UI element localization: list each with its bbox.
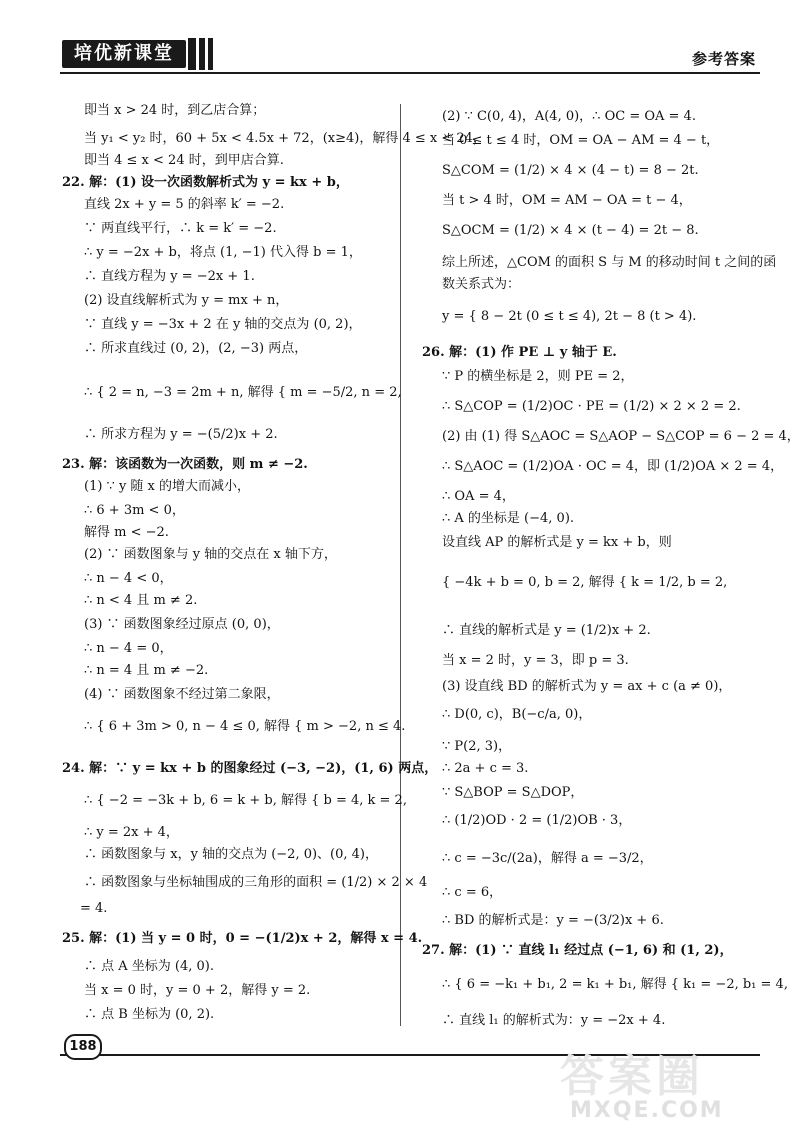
text-line: ∴ 函数图象与坐标轴围成的三角形的面积 = (1/2) × 2 × 4 — [84, 875, 428, 890]
text-line: ∴ 直线的解析式是 y = (1/2)x + 2. — [442, 623, 651, 638]
section-title: 参考答案 — [691, 50, 756, 68]
brand-title: 培优新课堂 — [62, 40, 186, 68]
text-line: S△OCM = (1/2) × 4 × (t − 4) = 2t − 8. — [442, 223, 699, 238]
text-line: 当 x = 2 时，y = 3，即 p = 3. — [442, 653, 629, 668]
text-line: (3) ∵ 函数图象经过原点 (0, 0)， — [84, 617, 280, 632]
problem-heading: 23. 解：该函数为一次函数，则 m ≠ −2. — [62, 457, 308, 472]
watermark — [560, 1040, 790, 1130]
text-line: ∴ y = −2x + b，将点 (1, −1) 代入得 b = 1， — [84, 245, 362, 260]
text-line: 即当 4 ≤ x < 24 时，到甲店合算. — [84, 153, 284, 168]
text-line: ∴ 所求直线过 (0, 2)，(2, −3) 两点， — [84, 341, 308, 356]
text-line: ∴ n = 4 且 m ≠ −2. — [84, 663, 209, 678]
text-line: ∴ (1/2)OD · 2 = (1/2)OB · 3， — [442, 813, 632, 828]
equation-system: { −4k + b = 0, b = 2, 解得 { k = 1/2, b = 2, — [442, 575, 728, 590]
text-line: ∴ n − 4 = 0， — [84, 641, 173, 656]
equation-system: ∴ { 2 = n, −3 = 2m + n, 解得 { m = −5/2, n = 2, — [84, 385, 402, 400]
piecewise-function: y = { 8 − 2t (0 ≤ t ≤ 4), 2t − 8 (t > 4). — [442, 309, 697, 324]
text-line: ∴ 2a + c = 3. — [442, 761, 529, 776]
equation-system: ∴ { −2 = −3k + b, 6 = k + b, 解得 { b = 4, k = 2, — [84, 793, 407, 808]
text-line: 综上所述，△COM 的面积 S 与 M 的移动时间 t 之间的函 — [442, 255, 777, 270]
problem-heading: 27. 解：(1) ∵ 直线 l₁ 经过点 (−1, 6) 和 (1, 2)， — [422, 943, 733, 958]
problem-heading: 22. 解：(1) 设一次函数解析式为 y = kx + b， — [62, 175, 349, 190]
text-line: ∴ BD 的解析式是：y = −(3/2)x + 6. — [442, 913, 664, 928]
text-line: 设直线 AP 的解析式是 y = kx + b，则 — [442, 535, 672, 550]
text-line: (2) ∵ 函数图象与 y 轴的交点在 x 轴下方， — [84, 547, 337, 562]
text-line: ∴ 点 A 坐标为 (4, 0). — [84, 959, 215, 974]
text-line: ∵ 直线 y = −3x + 2 在 y 轴的交点为 (0, 2)， — [84, 317, 362, 332]
page-header — [0, 0, 800, 80]
text-line: ∵ P(2, 3)， — [442, 739, 512, 754]
text-line: 当 y₁ < y₂ 时，60 + 5x < 4.5x + 72，(x≥4)，解得 4 ≤ x < 24， — [84, 131, 486, 146]
text-line: (2) 设直线解析式为 y = mx + n， — [84, 293, 289, 308]
page-number: 188 — [64, 1034, 102, 1060]
text-line: ∴ A 的坐标是 (−4, 0). — [442, 511, 575, 526]
text-line: ∴ c = 6， — [442, 885, 503, 900]
text-line: (2) ∵ C(0, 4)，A(4, 0)，∴ OC = OA = 4. — [442, 109, 696, 124]
text-line: ∵ P 的横坐标是 2，则 PE = 2， — [442, 369, 634, 384]
text-line: ∴ 点 B 坐标为 (0, 2). — [84, 1007, 215, 1022]
text-line: 当 t > 4 时，OM = AM − OA = t − 4， — [442, 193, 692, 208]
text-line: ∴ c = −3c/(2a)，解得 a = −3/2， — [442, 851, 653, 866]
problem-heading: 26. 解：(1) 作 PE ⊥ y 轴于 E. — [422, 345, 617, 360]
text-line: ∴ 直线 l₁ 的解析式为：y = −2x + 4. — [442, 1013, 666, 1028]
text-line: (3) 设直线 BD 的解析式为 y = ax + c (a ≠ 0)， — [442, 679, 732, 694]
watermark-site: MXQE.COM — [570, 1098, 724, 1123]
text-line: ∴ 所求方程为 y = −(5/2)x + 2. — [84, 427, 278, 442]
text-line: ∵ 两直线平行，∴ k = k′ = −2. — [84, 221, 277, 236]
text-line: = 4. — [80, 901, 108, 916]
text-line: (4) ∵ 函数图象不经过第二象限， — [84, 687, 280, 702]
text-line: 数关系式为： — [442, 277, 521, 292]
header-rule — [60, 72, 760, 74]
text-line: ∴ D(0, c)，B(−c/a, 0)， — [442, 707, 592, 722]
text-line: 当 x = 0 时，y = 0 + 2，解得 y = 2. — [84, 983, 311, 998]
brand-bars-decoration — [188, 38, 214, 70]
text-line: ∴ 直线方程为 y = −2x + 1. — [84, 269, 255, 284]
text-line: S△COM = (1/2) × 4 × (4 − t) = 8 − 2t. — [442, 163, 699, 178]
problem-heading: 24. 解：∵ y = kx + b 的图象经过 (−3, −2)，(1, 6) 两点， — [62, 761, 438, 776]
text-line: ∵ S△BOP = S△DOP， — [442, 785, 584, 800]
text-line: ∴ y = 2x + 4， — [84, 825, 179, 840]
text-line: ∴ n − 4 < 0， — [84, 571, 173, 586]
text-line: ∴ S△AOC = (1/2)OA · OC = 4，即 (1/2)OA × 2 = 4， — [442, 459, 784, 474]
text-line: ∴ 函数图象与 x，y 轴的交点为 (−2, 0)、(0, 4)， — [84, 847, 378, 862]
equation-system: ∴ { 6 + 3m > 0, n − 4 ≤ 0, 解得 { m > −2, n ≤ 4. — [84, 719, 406, 734]
equation-system: ∴ { 6 = −k₁ + b₁, 2 = k₁ + b₁, 解得 { k₁ = −2, b₁ = 4, — [442, 977, 788, 992]
text-line: (1) ∵ y 随 x 的增大而减小， — [84, 479, 251, 494]
text-line: ∴ 6 + 3m < 0， — [84, 503, 185, 518]
problem-heading: 25. 解：(1) 当 y = 0 时，0 = −(1/2)x + 2，解得 x = 4. — [62, 931, 423, 946]
text-line: ∴ S△COP = (1/2)OC · PE = (1/2) × 2 × 2 = 2. — [442, 399, 741, 414]
text-line: 当 0 ≤ t ≤ 4 时，OM = OA − AM = 4 − t， — [442, 133, 720, 148]
text-line: ∴ n < 4 且 m ≠ 2. — [84, 593, 198, 608]
text-line: (2) 由 (1) 得 S△AOC = S△AOP − S△COP = 6 − 2 = 4， — [442, 429, 800, 444]
text-line: 直线 2x + y = 5 的斜率 k′ = −2. — [84, 197, 285, 212]
text-line: 解得 m < −2. — [84, 525, 169, 540]
watermark-main: 答案圈 — [560, 1051, 704, 1102]
text-line: ∴ OA = 4， — [442, 489, 515, 504]
text-line: 即当 x > 24 时，到乙店合算； — [84, 103, 266, 118]
